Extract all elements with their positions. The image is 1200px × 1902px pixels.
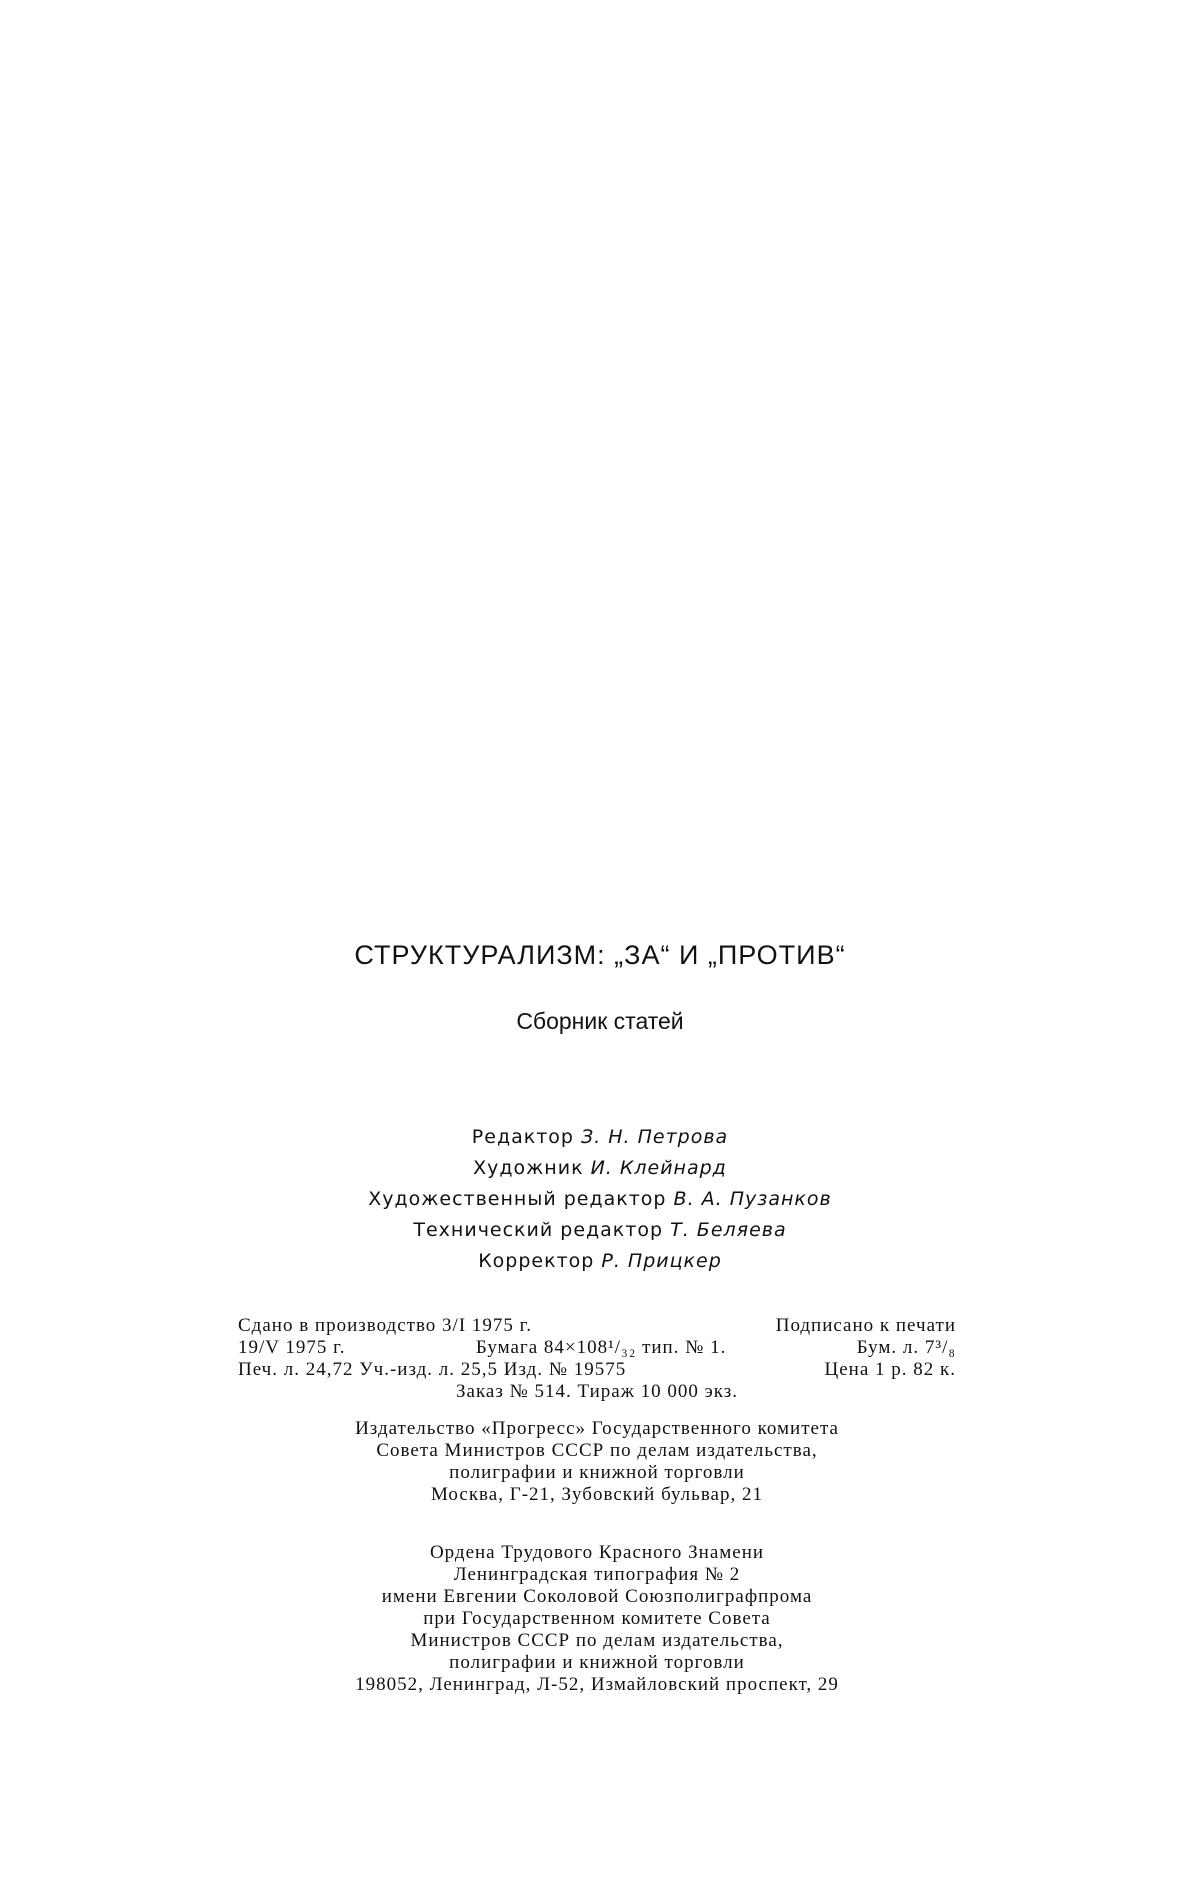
- print-data-text: Печ. л. 24,72 Уч.-изд. л. 25,5 Изд. № 19575: [238, 1359, 627, 1380]
- credit-person: Т. Беляева: [670, 1219, 787, 1241]
- print-data-line: [238, 1359, 956, 1381]
- publisher-line: полиграфии и книжной торговли: [449, 1462, 745, 1483]
- print-data-line: [238, 1337, 956, 1359]
- printer-line: полиграфии и книжной торговли: [449, 1652, 745, 1673]
- printer-line: Ленинградская типография № 2: [453, 1564, 741, 1585]
- printer-line: Министров СССР по делам издательства,: [410, 1630, 784, 1651]
- credit-tech-editor: [0, 1215, 1200, 1246]
- printer-line: 198052, Ленинград, Л-52, Измайловский проспект, 29: [355, 1674, 839, 1695]
- print-data-text: Сдано в производство 3/I 1975 г.: [238, 1315, 533, 1336]
- credit-role: Редактор: [471, 1126, 574, 1148]
- credit-editor: [0, 1122, 1200, 1153]
- credit-person: В. А. Пузанков: [673, 1188, 832, 1210]
- credit-role: Художник: [473, 1157, 584, 1179]
- print-data-text: Цена 1 р. 82 к.: [824, 1359, 956, 1380]
- print-data-text: Подписано к печати: [775, 1315, 956, 1336]
- print-data-line: Заказ № 514. Тираж 10 000 экз.: [456, 1381, 738, 1402]
- printer-line: имени Евгении Соколовой Союзполиграфпрома: [381, 1586, 813, 1607]
- credit-person: З. Н. Петрова: [581, 1126, 729, 1148]
- print-data-line: [238, 1315, 956, 1337]
- book-subtitle: Сборник статей: [516, 1008, 684, 1034]
- printer-line: при Государственном комитете Совета: [423, 1608, 771, 1629]
- credit-role: Корректор: [478, 1250, 595, 1272]
- credit-art-editor: [0, 1184, 1200, 1215]
- credit-role: Технический редактор: [413, 1219, 664, 1241]
- printer-block: [238, 1542, 956, 1696]
- publisher-line: Издательство «Прогресс» Государственного комитета: [355, 1418, 839, 1439]
- print-data-text: 19/V 1975 г.: [238, 1337, 346, 1358]
- credit-person: И. Клейнард: [590, 1157, 727, 1179]
- publisher-block: [238, 1418, 956, 1506]
- print-data-text: Бумага 84×108¹/₃₂ тип. № 1.: [475, 1337, 727, 1358]
- printer-line: Ордена Трудового Красного Знамени: [429, 1542, 765, 1563]
- print-data-text: Бум. л. 7³/₈: [856, 1337, 956, 1358]
- credit-artist: [0, 1153, 1200, 1184]
- credits-list: [0, 1122, 1200, 1277]
- book-title: СТРУКТУРАЛИЗМ: „ЗА“ И „ПРОТИВ“: [354, 940, 846, 970]
- print-data-block: [238, 1315, 956, 1403]
- credit-proofreader: [0, 1246, 1200, 1277]
- credit-person: Р. Прицкер: [601, 1250, 722, 1272]
- publisher-line: Совета Министров СССР по делам издательства,: [376, 1440, 818, 1461]
- publisher-line: Москва, Г-21, Зубовский бульвар, 21: [431, 1484, 763, 1505]
- credit-role: Художественный редактор: [368, 1188, 667, 1210]
